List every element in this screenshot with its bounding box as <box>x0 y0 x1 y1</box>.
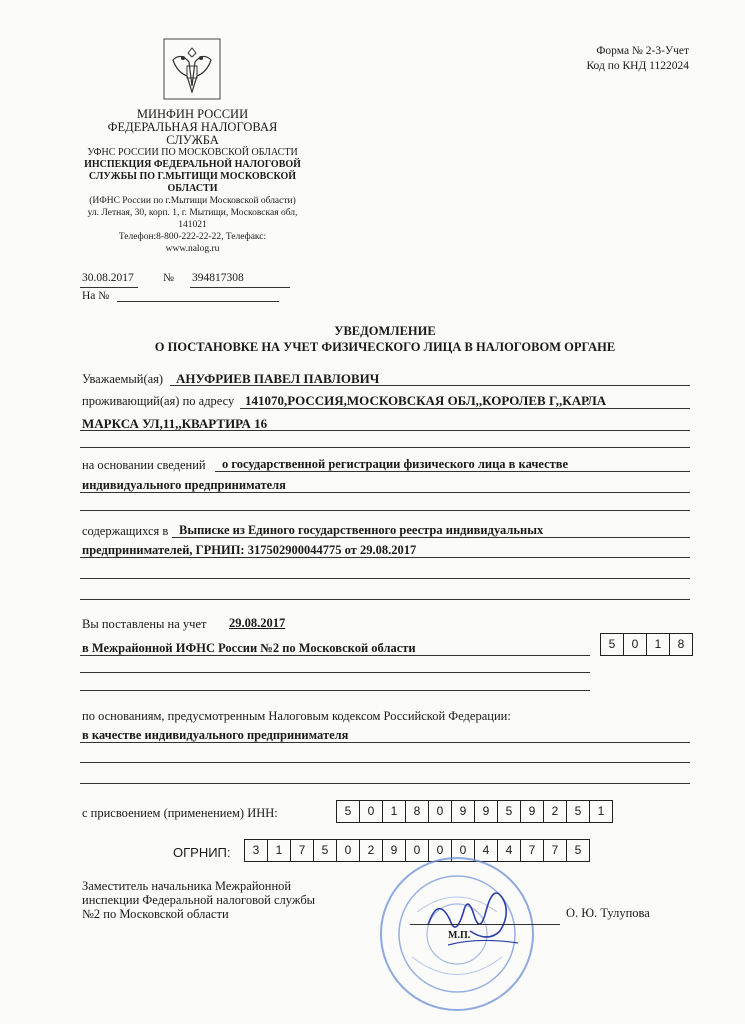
inn-digit: 5 <box>336 800 360 823</box>
registered-label: Вы поставлены на учет <box>82 617 207 631</box>
header-inspection-2: СЛУЖБЫ ПО Г.МЫТИЩИ МОСКОВСКОЙ <box>88 171 297 182</box>
header-service: ФЕДЕРАЛЬНАЯ НАЛОГОВАЯ СЛУЖБА <box>107 120 278 147</box>
ogrnip-digit: 7 <box>543 839 567 862</box>
number-label: № <box>163 272 174 284</box>
signer-title-3: №2 по Московской области <box>82 907 229 921</box>
source-label: содержащихся в <box>82 524 169 538</box>
greeting-label: Уважаемый(ая) <box>82 372 164 386</box>
signature-scribble <box>418 875 528 955</box>
inn-digit: 1 <box>589 800 613 823</box>
code-digit: 5 <box>600 633 624 656</box>
ogrnip-digit: 2 <box>359 839 383 862</box>
header-address: ул. Летная, 30, корп. 1, г. Мытищи, Московская обл, <box>87 208 298 218</box>
inn-label: с присвоением (применением) ИНН: <box>82 806 278 820</box>
ogrnip-digit: 3 <box>244 839 268 862</box>
knd-code: Код по КНД 1122024 <box>586 60 689 72</box>
ogrnip-digit: 1 <box>267 839 291 862</box>
document-number: 394817308 <box>192 272 244 284</box>
header-inspection-3: ОБЛАСТИ <box>167 183 218 194</box>
ogrnip-digit: 0 <box>428 839 452 862</box>
document-date: 30.08.2017 <box>82 272 134 284</box>
notice-subtitle: О ПОСТАНОВКЕ НА УЧЕТ ФИЗИЧЕСКОГО ЛИЦА В НАЛОГОВОМ ОРГАНЕ <box>154 340 616 354</box>
ogrnip-digit: 0 <box>336 839 360 862</box>
tax-authority-name: в Межрайонной ИФНС России №2 по Московской области <box>82 641 416 655</box>
stamp-place-label: М.П. <box>448 930 471 941</box>
ogrnip-digit: 0 <box>405 839 429 862</box>
header-ministry: МИНФИН РОССИИ <box>136 107 249 121</box>
notice-title: УВЕДОМЛЕНИЕ <box>334 324 436 338</box>
inn-digit: 9 <box>474 800 498 823</box>
ogrnip-digit: 5 <box>566 839 590 862</box>
inn-digit: 9 <box>520 800 544 823</box>
code-digit: 0 <box>623 633 647 656</box>
address-line-2: МАРКСА УЛ,11,,КВАРТИРА 16 <box>82 416 268 431</box>
header-inspection-1: ИНСПЕКЦИЯ ФЕДЕРАЛЬНОЙ НАЛОГОВОЙ <box>84 159 301 170</box>
form-number: Форма № 2-3-Учет <box>596 45 689 57</box>
reference-label: На № <box>82 290 110 302</box>
person-name: АНУФРИЕВ ПАВЕЛ ПАВЛОВИЧ <box>176 371 380 386</box>
registered-date: 29.08.2017 <box>229 616 286 630</box>
header-phone: Телефон:8-800-222-22-22, Телефакс: <box>118 232 267 242</box>
ogrnip-digit: 0 <box>451 839 475 862</box>
ogrnip-label: ОГРНИП: <box>173 845 231 860</box>
inn-digit: 1 <box>382 800 406 823</box>
coat-of-arms-emblem <box>163 38 221 100</box>
inn-digit: 9 <box>451 800 475 823</box>
inn-digit: 5 <box>566 800 590 823</box>
basis-label: на основании сведений <box>82 458 206 472</box>
code-digit: 1 <box>646 633 670 656</box>
ogrnip-digit: 7 <box>290 839 314 862</box>
grounds-label: по основаниям, предусмотренным Налоговым кодексом Российской Федерации: <box>82 709 511 723</box>
ogrnip-digit: 4 <box>497 839 521 862</box>
tax-authority-code <box>600 633 693 656</box>
header-short-name: (ИФНС России по г.Мытищи Московской области) <box>89 196 296 206</box>
inn-digit: 2 <box>543 800 567 823</box>
inn-digit: 0 <box>428 800 452 823</box>
header-ufns: УФНС РОССИИ ПО МОСКОВСКОЙ ОБЛАСТИ <box>87 147 298 158</box>
inn-digit: 0 <box>359 800 383 823</box>
ogrnip-digit: 4 <box>474 839 498 862</box>
inn-digit: 8 <box>405 800 429 823</box>
header-zip: 141021 <box>178 220 207 230</box>
address-label: проживающий(ая) по адресу <box>82 394 235 408</box>
address-line-1: 141070,РОССИЯ,МОСКОВСКАЯ ОБЛ,,КОРОЛЕВ Г,,КАРЛА <box>245 393 607 408</box>
signer-title-1: Заместитель начальника Межрайонной <box>82 879 292 893</box>
code-digit: 8 <box>669 633 693 656</box>
basis-line-2: индивидуального предпринимателя <box>82 478 286 492</box>
inn-digits <box>336 800 613 823</box>
issuer-header <box>80 108 305 255</box>
signer-title-2: инспекции Федеральной налоговой службы <box>82 893 316 907</box>
source-line-2: предпринимателей, ГРНИП: 317502900044775 от 29.08.2017 <box>82 543 417 557</box>
source-line-1: Выписке из Единого государственного реестра индивидуальных <box>179 523 544 537</box>
signer-name: О. Ю. Тулупова <box>566 906 650 920</box>
header-website: www.nalog.ru <box>165 244 220 254</box>
inn-digit: 5 <box>497 800 521 823</box>
ogrnip-digit: 7 <box>520 839 544 862</box>
basis-line-1: о государственной регистрации физического лица в качестве <box>222 457 569 471</box>
ogrnip-digit: 5 <box>313 839 337 862</box>
ogrnip-digit: 9 <box>382 839 406 862</box>
grounds-value: в качестве индивидуального предпринимателя <box>82 728 349 742</box>
